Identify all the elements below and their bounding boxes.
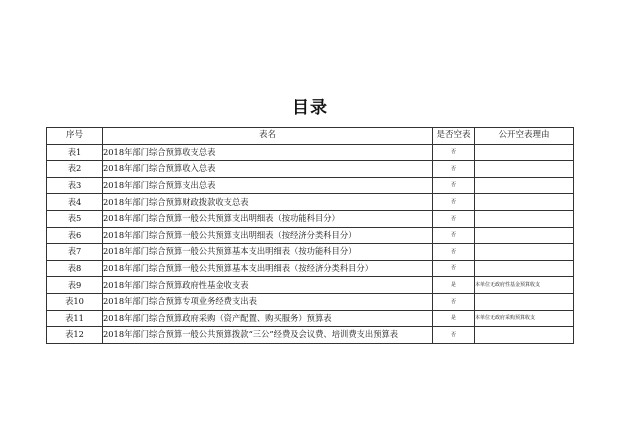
row-empty-reason [475, 161, 574, 178]
row-index: 表12 [47, 327, 103, 344]
row-is-empty: 是 [433, 310, 475, 327]
table-row [47, 260, 574, 277]
page-title: 目录 [292, 98, 328, 118]
table-row [47, 244, 574, 261]
table-header-row [47, 128, 574, 145]
row-index: 表7 [47, 244, 103, 261]
table-row [47, 327, 574, 344]
row-table-name: 2018年部门综合预算政府性基金收支表 [103, 277, 433, 294]
row-is-empty: 否 [433, 177, 475, 194]
row-empty-reason [475, 194, 574, 211]
row-empty-reason [475, 260, 574, 277]
header-table-name: 表名 [103, 128, 433, 145]
row-is-empty: 否 [433, 244, 475, 261]
table-row [47, 310, 574, 327]
row-is-empty: 否 [433, 327, 475, 344]
table-row [47, 293, 574, 310]
row-index: 表10 [47, 293, 103, 310]
row-table-name: 2018年部门综合预算一般公共预算基本支出明细表（按经济分类科目分） [103, 260, 433, 277]
table-row [47, 194, 574, 211]
row-index: 表11 [47, 310, 103, 327]
row-index: 表8 [47, 260, 103, 277]
row-empty-reason [475, 227, 574, 244]
table-row [47, 227, 574, 244]
row-table-name: 2018年部门综合预算收入总表 [103, 161, 433, 178]
table-row [47, 161, 574, 178]
row-is-empty: 否 [433, 293, 475, 310]
row-table-name: 2018年部门综合预算支出总表 [103, 177, 433, 194]
header-index: 序号 [47, 128, 103, 145]
row-index: 表1 [47, 144, 103, 161]
row-empty-reason [475, 177, 574, 194]
row-table-name: 2018年部门综合预算专项业务经费支出表 [103, 293, 433, 310]
row-empty-reason [475, 210, 574, 227]
row-empty-reason: 本单位无政府采购预算收支 [475, 310, 574, 327]
row-index: 表9 [47, 277, 103, 294]
row-is-empty: 是 [433, 277, 475, 294]
row-empty-reason: 本单位无政府性基金预算收支 [475, 277, 574, 294]
row-table-name: 2018年部门综合预算一般公共预算支出明细表（按功能科目分） [103, 210, 433, 227]
row-table-name: 2018年部门综合预算政府采购（资产配置、购买服务）预算表 [103, 310, 433, 327]
row-index: 表3 [47, 177, 103, 194]
row-is-empty: 否 [433, 194, 475, 211]
header-is-empty: 是否空表 [433, 128, 475, 145]
row-is-empty: 否 [433, 260, 475, 277]
table-row [47, 277, 574, 294]
row-is-empty: 否 [433, 227, 475, 244]
row-table-name: 2018年部门综合预算一般公共预算支出明细表（按经济分类科目分） [103, 227, 433, 244]
row-empty-reason [475, 327, 574, 344]
row-index: 表6 [47, 227, 103, 244]
table-row [47, 144, 574, 161]
row-is-empty: 否 [433, 210, 475, 227]
row-table-name: 2018年部门综合预算一般公共预算基本支出明细表（按功能科目分） [103, 244, 433, 261]
row-index: 表4 [47, 194, 103, 211]
row-index: 表5 [47, 210, 103, 227]
row-table-name: 2018年部门综合预算财政拨款收支总表 [103, 194, 433, 211]
table-row [47, 177, 574, 194]
row-empty-reason [475, 293, 574, 310]
row-is-empty: 否 [433, 161, 475, 178]
toc-table [46, 127, 574, 344]
row-empty-reason [475, 244, 574, 261]
row-table-name: 2018年部门综合预算收支总表 [103, 144, 433, 161]
header-empty-reason: 公开空表理由 [475, 128, 574, 145]
row-index: 表2 [47, 161, 103, 178]
row-table-name: 2018年部门综合预算一般公共预算拨款“三公”经费及会议费、培训费支出预算表 [103, 327, 433, 344]
row-is-empty: 否 [433, 144, 475, 161]
table-row [47, 210, 574, 227]
row-empty-reason [475, 144, 574, 161]
